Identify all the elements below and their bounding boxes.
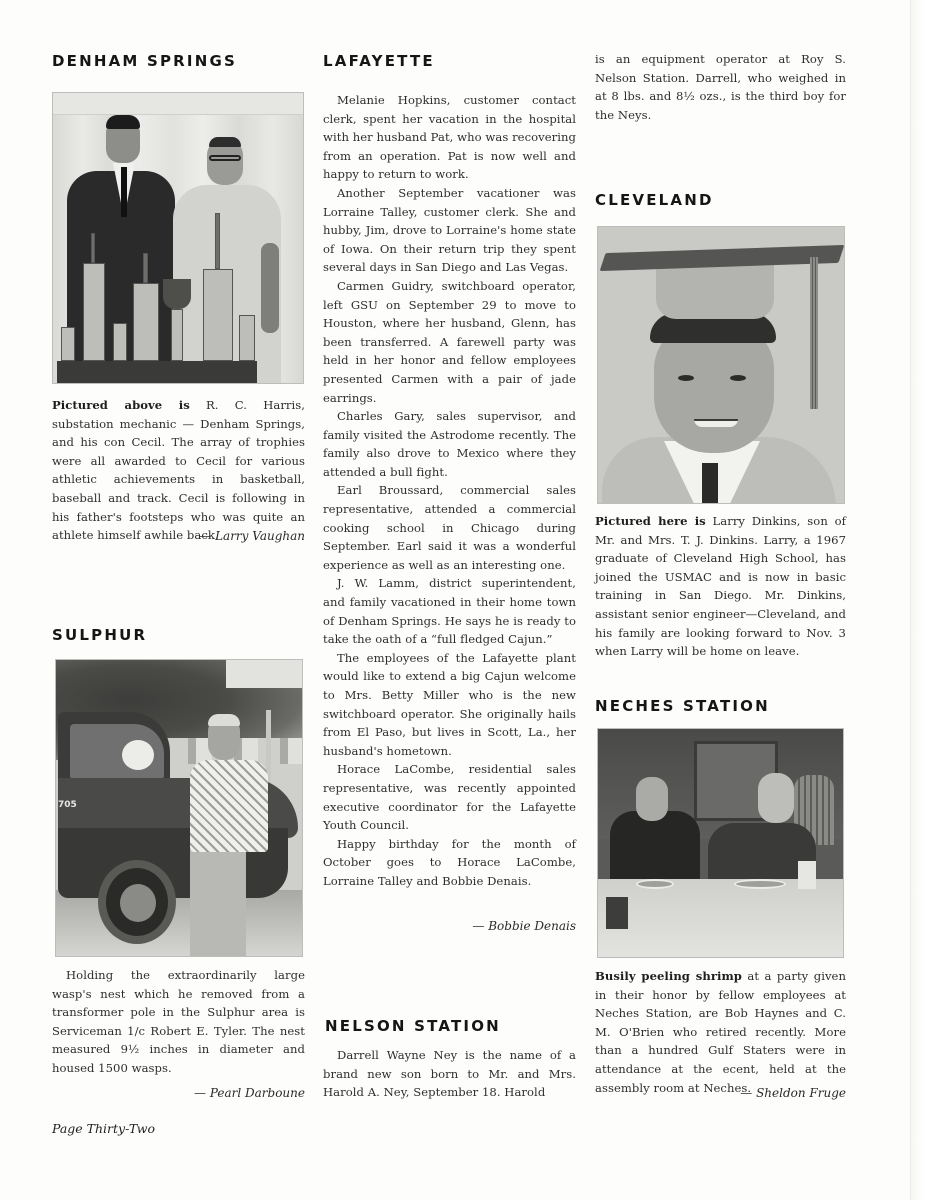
paragraph: J. W. Lamm, district superintendent, and family vacationed in their home town of Denham Springs. He says he is ready to take the oath of a “full fledged Cajun.” (323, 576, 576, 647)
caption-cleveland (595, 512, 846, 661)
paragraph: Another September vacationer was Lorraine Talley, customer clerk. She and hubby, Jim, drove to Lorraine's home state of Iowa. On their return trip they spent several days in San Diego and Las Vegas. (323, 185, 576, 275)
article-lafayette (323, 91, 576, 891)
caption-neches-station (595, 967, 846, 1097)
byline-lafayette: — Bobbie Denais (472, 919, 576, 933)
caption-denham-springs (52, 396, 305, 545)
paragraph: Horace LaCombe, residential sales representative, was recently appointed executive coordinator for the Lafayette Youth Council. (323, 762, 576, 833)
caption-lead: Busily peeling shrimp (595, 969, 742, 983)
caption-lead: Pictured here is (595, 514, 706, 528)
caption-text: at a party given in their honor by fellow employees at Neches Station, are Bob Haynes and C. M. O'Brien who retired recently. More than a hundred Gulf Staters were in attendance at the ecent, held at the assembly room at Neches. (595, 969, 846, 1095)
article-nelson-station-part2: is an equipment operator at Roy S. Nelson Station. Darrell, who weighed in at 8 lbs. and 8½ ozs., is the third boy for the Neys. (595, 52, 846, 122)
paragraph: The employees of the Lafayette plant would like to extend a big Cajun welcome to Mrs. Betty Miller who is the new switchboard operator. She originally hails from El Paso, but lives in Scott, La., her husband's hometown. (323, 650, 576, 758)
section-heading-sulphur: SULPHUR (52, 626, 148, 644)
paragraph: Happy birthday for the month of October goes to Horace LaCombe, Lorraine Talley and Bobbie Denais. (323, 836, 576, 888)
photo-graduate-portrait (597, 226, 845, 504)
photo-trophies (52, 92, 304, 384)
section-heading-nelson-station: NELSON STATION (325, 1017, 501, 1035)
paragraph: Earl Broussard, commercial sales representative, attended a commercial cooking school in Chicago during September. Earl said it was a wonderful experience as well as an interesting one. (323, 483, 576, 572)
paragraph: Carmen Guidry, switchboard operator, left GSU on September 29 to move to Houston, where her husband, Glenn, has been transferred. A farewell party was held in her honor and fellow employees presented Carmen with a pair of jade earrings. (323, 278, 576, 405)
section-heading-denham-springs: DENHAM SPRINGS (52, 52, 237, 70)
caption-text: Larry Dinkins, son of Mr. and Mrs. T. J. Dinkins. Larry, a 1967 graduate of Cleveland High School, has joined the USMAC and is now in basic training in San Diego. Mr. Dinkins, assistant senior engineer—Cleveland, and his family are looking forward to Nov. 3 when Larry will be home on leave. (595, 514, 846, 659)
page-number: Page Thirty-Two (52, 1121, 156, 1136)
truck-number: 705 (58, 800, 77, 810)
article-nelson-station-part1: Darrell Wayne Ney is the name of a brand new son born to Mr. and Mrs. Harold A. Ney, September 18. Harold (323, 1048, 576, 1100)
paragraph: Melanie Hopkins, customer contact clerk, spent her vacation in the hospital with her husband Pat, who was recovering from an operation. Pat is now well and happy to return to work. (323, 93, 576, 182)
section-heading-cleveland: CLEVELAND (595, 191, 714, 209)
photo-shrimp-party (597, 728, 844, 958)
section-heading-neches-station: NECHES STATION (595, 697, 770, 715)
paragraph: Charles Gary, sales supervisor, and family visited the Astrodome recently. The family also drove to Mexico where they attended a bull fight. (323, 409, 576, 479)
photo-truck-wasp-nest (55, 659, 303, 957)
caption-lead: Pictured above is (52, 398, 190, 412)
byline-sulphur: — Pearl Darboune (194, 1086, 305, 1100)
byline-denham-springs: — Larry Vaughan (199, 529, 305, 543)
byline-neches-station: — Sheldon Fruge (740, 1086, 846, 1100)
paragraph-sulphur: Holding the extraordinarily large wasp's nest which he removed from a transformer pole in the Sulphur area is Serviceman 1/c Robert E. Tyler. The nest measured 9½ inches in diameter and housed 1500 wasps. (52, 968, 305, 1075)
page-edge (910, 0, 925, 1200)
caption-text: R. C. Harris, substation mechanic — Denham Springs, and his con Cecil. The array of trophies were all awarded to Cecil for various athletic achievements in basketball, baseball and track. Cecil is following in his father's footsteps who was quite an athlete himself awhile back. (52, 398, 305, 543)
section-heading-lafayette: LAFAYETTE (323, 52, 435, 70)
